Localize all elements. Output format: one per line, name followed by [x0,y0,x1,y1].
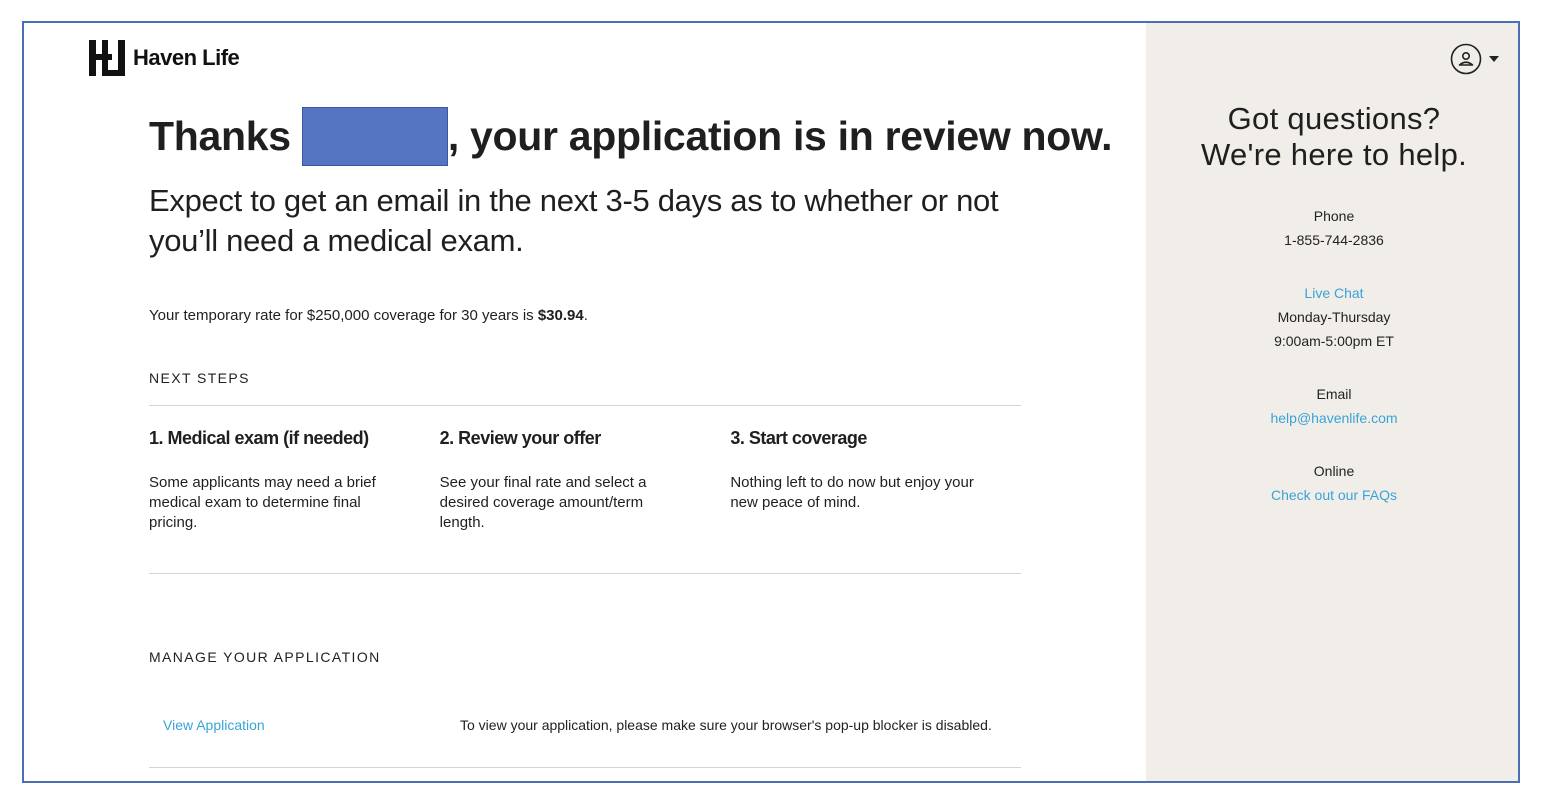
step-title: 1. Medical exam (if needed) [149,428,369,448]
divider [149,767,1021,768]
email-contact [1146,382,1520,430]
rate-suffix: . [583,307,588,324]
account-menu-button[interactable] [1450,43,1500,75]
phone-contact [1146,204,1520,252]
email-link[interactable]: help@havenlife.com [1270,410,1398,426]
caret-down-icon [1488,55,1500,63]
manage-application-heading: MANAGE YOUR APPLICATION [149,649,381,665]
divider [149,405,1021,406]
phone-label: Phone [1313,208,1355,224]
help-sidebar [1146,23,1520,781]
email-label: Email [1316,386,1352,402]
page-title [149,113,1112,160]
help-title-line1: Got questions? [1227,101,1441,136]
brand-name: Haven Life [133,45,240,70]
step-item [440,428,731,533]
page-subtitle: Expect to get an email in the next 3-5 days as to whether or not you’ll need a medical exam. [149,183,999,258]
help-title [1146,101,1520,173]
haven-life-logo-icon [89,40,125,76]
next-steps-heading: NEXT STEPS [149,370,250,386]
chat-contact [1146,281,1520,353]
help-title-line2: We're here to help. [1200,137,1468,172]
step-description: Some applicants may need a brief medical exam to determine final pricing. [149,474,376,531]
rate-value: $30.94 [537,307,584,324]
step-item [730,428,1021,533]
step-title: 2. Review your offer [439,428,601,448]
temporary-rate [149,307,588,324]
phone-number: 1-855-744-2836 [1284,232,1384,248]
popup-blocker-note: To view your application, please make sure your browser's pop-up blocker is disabled. [460,717,992,733]
main-content [24,23,1146,781]
rate-text: Your temporary rate for $250,000 coverage for 30 years is [149,307,538,324]
step-title: 3. Start coverage [730,428,867,448]
step-description: Nothing left to do now but enjoy your new peace of mind. [730,474,974,511]
redacted-name [302,107,448,166]
step-item [149,428,440,533]
live-chat-link[interactable]: Live Chat [1304,285,1364,301]
view-application-link[interactable]: View Application [163,717,265,733]
chat-days: Monday-Thursday [1277,309,1391,325]
online-contact [1146,459,1520,507]
page-frame [22,21,1520,783]
faq-link[interactable]: Check out our FAQs [1270,487,1398,503]
next-steps-list [149,428,1021,533]
step-description: See your final rate and select a desired coverage amount/term length. [439,474,647,531]
headline-suffix: , your application is in review now. [447,113,1113,159]
online-label: Online [1313,463,1355,479]
headline-prefix: Thanks [149,113,302,159]
brand-logo[interactable] [89,40,239,76]
chat-hours: 9:00am-5:00pm ET [1274,333,1394,349]
divider [149,573,1021,574]
account-circle-icon [1450,43,1482,75]
